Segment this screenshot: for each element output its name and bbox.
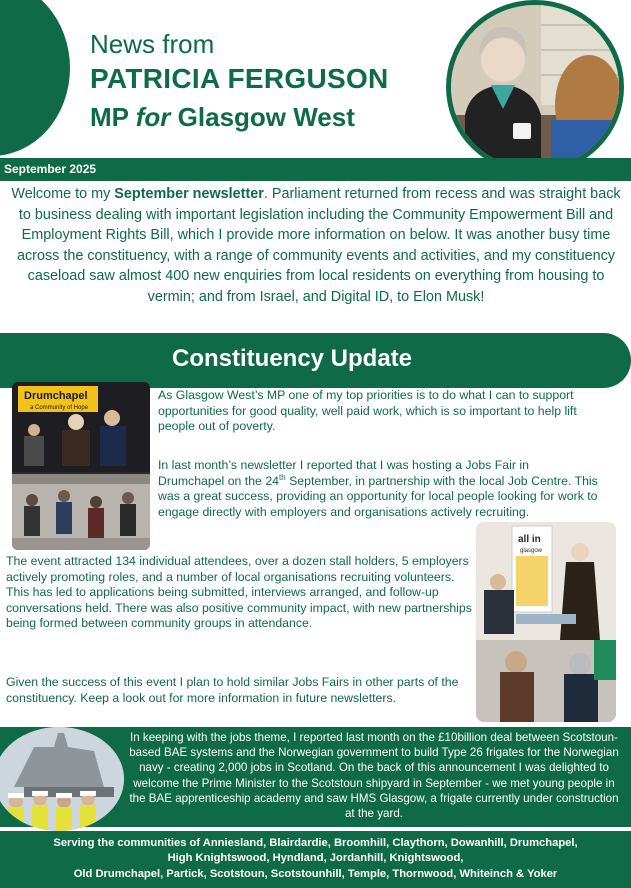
shipyard-image	[0, 727, 124, 831]
masthead	[90, 28, 389, 136]
sign-text: all in	[518, 534, 541, 545]
masthead-constituency: MP for Glasgow West	[90, 102, 355, 132]
portrait-image	[451, 5, 619, 169]
paragraph-jobs-fair: In last month’s newsletter I reported that I was hosting a Jobs Fair in Drumchapel on the 24th September, in partnership with the local Job Centre. This was a great success, providing an opportunity for local people looking for work to engage directly with employers and organisations actively recruiting.	[158, 458, 598, 519]
footer-line-3: Old Drumchapel, Partick, Scotstoun, Scotstounhill, Temple, Thornwood, Whiteinch & Yoker	[73, 867, 558, 880]
all-in-glasgow-image	[476, 522, 616, 722]
jobs-fair-photo	[12, 382, 150, 550]
header-decor-circle	[0, 0, 70, 156]
section-title: Constituency Update	[172, 345, 413, 372]
intro-paragraph: Welcome to my September newsletter. Parliament returned from recess and was straight back to business dealing with important legislation including the Community Empowerment Bill and Employment Rights Bill, which I provide more information on below. It was another busy time across the constituency, with a range of community events and activities, and my constituency caseload saw almost 400 new enquiries from local residents on everything from housing to vermin; and from Israel, and Digital ID, to Elon Musk!	[11, 186, 621, 305]
intro-bold: September newsletter	[114, 186, 264, 202]
masthead-mp-name: PATRICIA FERGUSON	[90, 63, 389, 94]
section-header	[0, 333, 631, 388]
issue-date: September 2025	[4, 162, 97, 176]
sign-subtext: glasgow	[520, 548, 543, 554]
paragraph-event-results: The event attracted 134 individual attendees, over a dozen stall holders, 5 employers actively promoting roles, and a number of local organisations recruiting volunteers. This has led to applications being submitted, interviews arranged, and follow-up conversations held. There was also positive community impact, with new partnerships being formed between community groups in attendance.	[6, 554, 472, 631]
banner-subtext: a Community of Hope	[30, 405, 89, 411]
footer-line-2: High Knightswood, Hyndland, Jordanhill, Knightswood,	[167, 852, 464, 865]
shipyard-photo	[0, 727, 124, 831]
jobs-fair-image	[12, 382, 150, 550]
footer-communities	[8, 836, 623, 882]
paragraph-future-fairs: Given the success of this event I plan to hold similar Jobs Fairs in other parts of the constituency. Keep a look out for more information in future newsletters.	[6, 675, 459, 705]
all-in-glasgow-photo	[476, 522, 616, 722]
masthead-news-from: News from	[90, 29, 215, 59]
date-bar	[0, 158, 631, 181]
paragraph-priorities: As Glasgow West’s MP one of my top priorities is to do what I can to support opportunities for good quality, well paid work, which is so important to help lift people out of poverty.	[158, 388, 577, 434]
banner-text: Drumchapel	[24, 390, 88, 402]
mp-portrait-photo	[446, 0, 624, 174]
paragraph-bae-frigates: In keeping with the jobs theme, I reported last month on the £10billion deal between Scotstoun-based BAE systems and the Norwegian government to build Type 26 frigates for the Norwegian navy - creating 2,000 jobs in Scotland. On the back of this announcement I was delighted to welcome the Prime Minister to the Scotstoun shipyard in September - we met young people in the BAE apprenticeship academy and saw HMS Glasgow, a frigate currently under construction at the yard.	[129, 731, 619, 821]
footer-line-1: Serving the communities of Anniesland, Blairdardie, Broomhill, Claythorn, Dowanhill, Drumchapel,	[53, 837, 578, 849]
